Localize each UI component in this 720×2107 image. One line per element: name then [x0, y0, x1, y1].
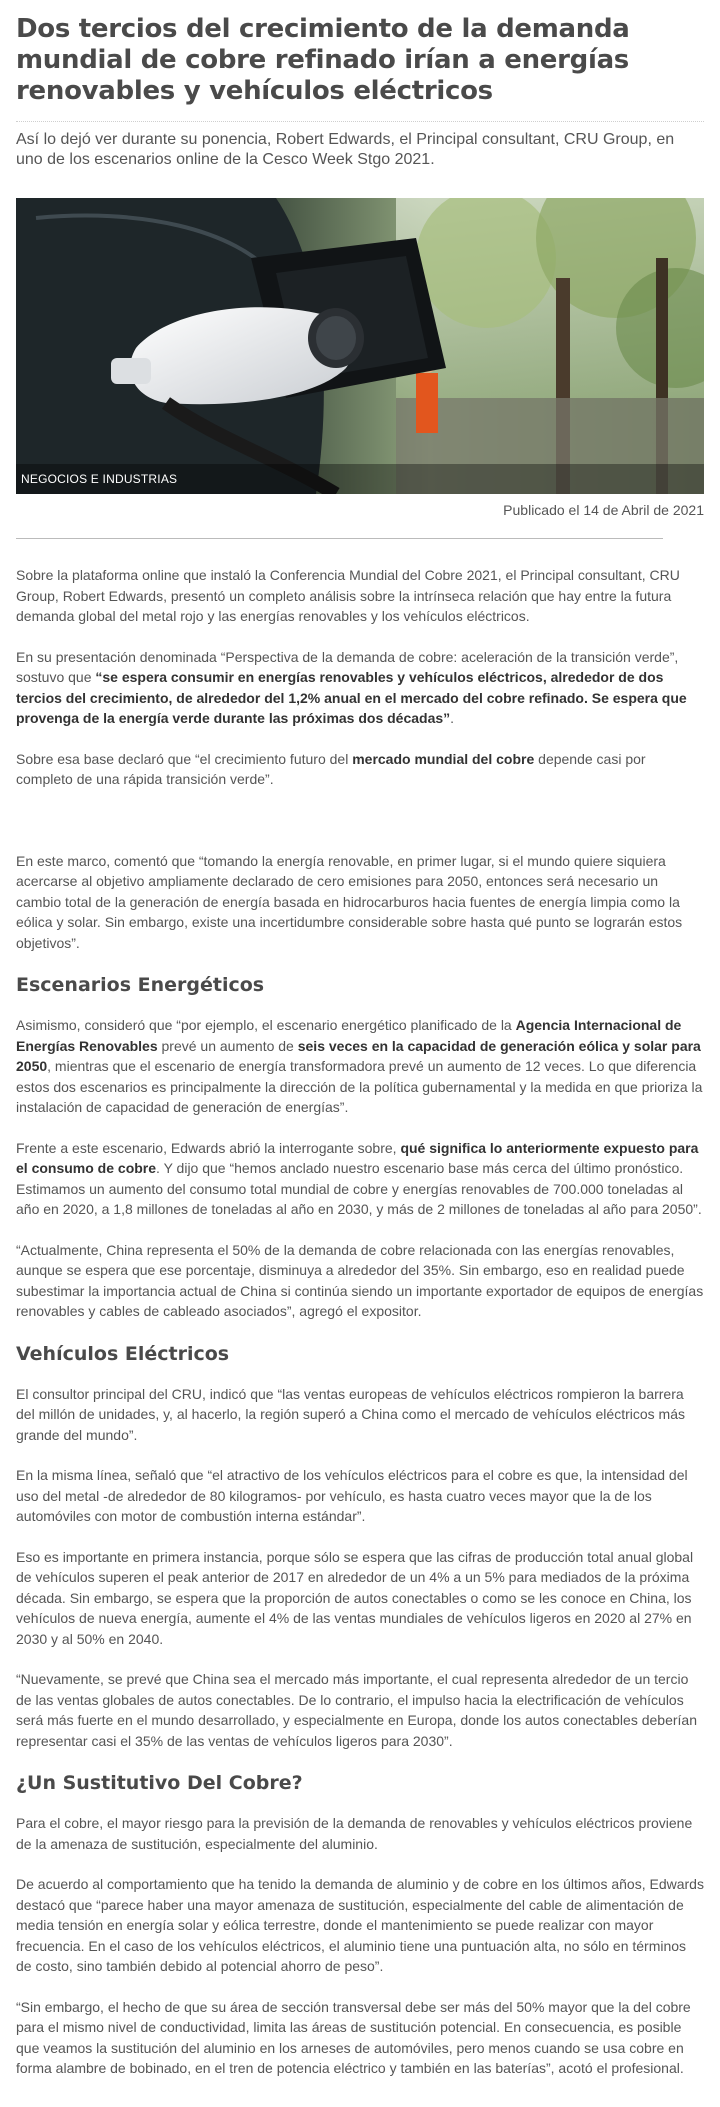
paragraph-7: “Actualmente, China representa el 50% de la demanda de cobre relacionada con las energías renovables, aunque se espera que ese porcentaje, disminuya a alrededor del 35%. Sin embargo, eso en realidad puede subestimar la importancia actual de China si continúa siendo un importante exportador de equipos de energías renovables y cables de cableado asociados”, agregó el expositor. [16, 1241, 704, 1319]
title-divider [16, 121, 704, 122]
section-heading-substitute: ¿Un Sustitutivo Del Cobre? [16, 1772, 303, 1794]
paragraph-6: Frente a este escenario, Edwards abrió la interrogante sobre, qué significa lo anteriormente expuesto para el consumo de cobre. Y dijo que “hemos anclado nuestro escenario base más cerca del último pronóstico. Estimamos un aumento del consumo total mundial de cobre y energías renovables de 700.000 toneladas al año en 2020, a 1,8 millones de toneladas al año en 2030, y más de 2 millones de toneladas al año para 2050”. [16, 1139, 702, 1217]
paragraph-1: Sobre la plataforma online que instaló la Conferencia Mundial del Cobre 2021, el Principal consultant, CRU Group, Robert Edwards, presentó un completo análisis sobre la intrínseca relación que hay entre la futura demanda global del metal rojo y las energías renovables y los vehículos eléctricos. [16, 567, 680, 624]
paragraph-2: En su presentación denominada “Perspectiva de la demanda de cobre: aceleración de la transición verde”, sostuvo que “se espera consumir en energías renovables y vehículos eléctricos, alrededor de dos tercios del crecimiento, de alrededor del 1,2% anual en el mercado del cobre refinado. Se espera que provenga de la energía verde durante las próximas dos décadas”. [16, 648, 687, 726]
image-category-label: NEGOCIOS E INDUSTRIAS [16, 464, 704, 494]
paragraph-5: Asimismo, consideró que “por ejemplo, el escenario energético planificado de la Agencia Internacional de Energías Renovables prevé un aumento de seis veces en la capacidad de generación eólica y solar para 2050, mientras que el escenario de energía transformadora prevé un aumento de 12 veces. Lo que diferencia estos dos escenarios es principalmente la dirección de la política gubernamental y la medida en que prioriza la instalación de capacidad de generación de energías”. [16, 1017, 703, 1115]
publish-date: Publicado el 14 de Abril de 2021 [503, 502, 704, 518]
ev-charging-plug-illustration [16, 198, 704, 494]
paragraph-8: El consultor principal del CRU, indicó que “las ventas europeas de vehículos eléctricos rompieron la barrera del millón de unidades, y, al hacerlo, la región superó a China como el mercado de vehículos eléctricos más grande del mundo”. [16, 1385, 685, 1443]
hero-image [16, 198, 704, 494]
section-heading-ev: Vehículos Eléctricos [16, 1342, 230, 1365]
paragraph-9: En la misma línea, señaló que “el atractivo de los vehículos eléctricos para el cobre es que, la intensidad del uso del metal -de alrededor de 80 kilogramos- por vehículo, es hasta cuatro veces mayor que la de los automóviles con motor de combustión interna estándar”. [16, 1467, 688, 1524]
paragraph-10: Eso es importante en primera instancia, porque sólo se espera que las cifras de producción total anual global de vehículos superen el peak anterior de 2017 en alrededor de un 4% a un 5% para mediados de la próxima década. Sin embargo, se espera que la proporción de autos conectables o como se les conoce en China, los vehículos de nueva energía, aumente el 4% de las ventas mundiales de vehículos ligeros en 2020 al 27% en 2030 y al 50% en 2040. [16, 1548, 694, 1647]
paragraph-12: Para el cobre, el mayor riesgo para la previsión de la demanda de renovables y vehículos eléctricos proviene de la amenaza de sustitución, especialmente del aluminio. [16, 1815, 693, 1852]
paragraph-13: De acuerdo al comportamiento que ha tenido la demanda de aluminio y de cobre en los últimos años, Edwards destacó que “parece haber una mayor amenaza de sustitución, especialmente del cable de alimentación de media tensión en energía solar y eólica terrestre, donde el mantenimiento se puede realizar con mayor frecuencia. En el caso de los vehículos eléctricos, el aluminio tiene una puntuación alta, no sólo en términos de costo, sino también debido al potencial ahorro de peso”. [16, 1876, 704, 1974]
article-subtitle: Así lo dejó ver durante su ponencia, Robert Edwards, el Principal consultant, CRU Group, en uno de los escenarios online de la Cesco Week Stgo 2021. [16, 131, 675, 168]
section-heading-energy: Escenarios Energéticos [16, 974, 265, 996]
paragraph-14: “Sin embargo, el hecho de que su área de sección transversal debe ser más del 50% mayor que la del cobre para el mismo nivel de conductividad, limita las áreas de sustitución potencial. En consecuencia, es posible que veamos la sustitución del aluminio en los arneses de automóviles, pero menos cuando se usa cobre en forma alambre de bobinado, en el tren de potencia eléctrico y también en las baterías”, acotó el profesional. [16, 1998, 691, 2076]
paragraph-4: En este marco, comentó que “tomando la energía renovable, en primer lugar, si el mundo quiere siquiera acercarse al objetivo ampliamente declarado de cero emisiones para 2050, entonces será necesario un cambio total de la generación de energía basada en hidrocarburos hacia fuentes de energía limpia como la eólica y solar. Sin embargo, existe una incertidumbre considerable sobre hasta qué punto se lograrán estos objetivos”. [16, 852, 683, 951]
article-body [16, 539, 704, 2079]
article-title: Dos tercios del crecimiento de la demanda mundial de cobre refinado irían a energías renovables y vehículos eléctricos [16, 14, 630, 106]
paragraph-11: “Nuevamente, se prevé que China sea el mercado más importante, el cual representa alrededor de un tercio de las ventas globales de autos conectables. De lo contrario, el impulso hacia la electrificación de vehículos será más fuerte en el mundo desarrollado, y especialmente en Europa, donde los autos conectables deberían representar casi el 35% de las ventas de vehículos ligeros para 2030”. [16, 1671, 697, 1749]
paragraph-3: Sobre esa base declaró que “el crecimiento futuro del mercado mundial del cobre depende casi por completo de una rápida transición verde”. [16, 750, 646, 787]
spacer [16, 810, 704, 851]
